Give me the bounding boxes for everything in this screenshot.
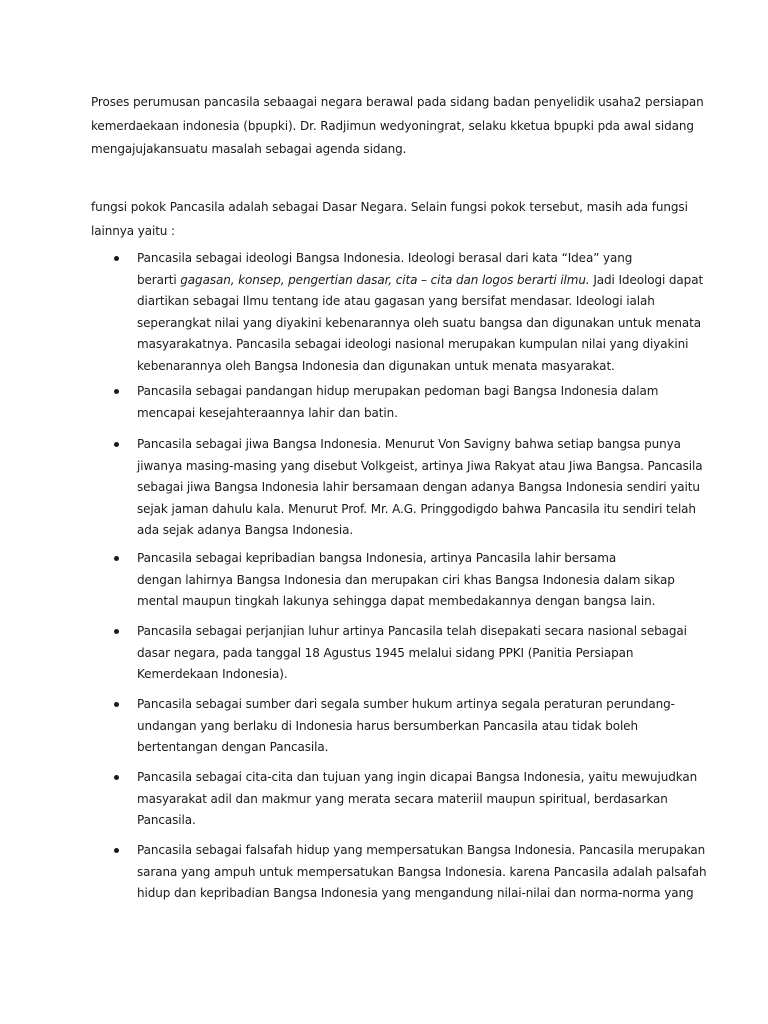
list-item-line: mental maupun tingkah lakunya sehingga dapat membedakannya dengan bangsa lain. (137, 594, 656, 608)
list-item-line: undangan yang berlaku di Indonesia harus bersumberkan Pancasila atau tidak boleh (137, 718, 638, 733)
bullet-icon (114, 848, 119, 853)
list-item-line: Pancasila. (137, 813, 196, 827)
list-item-text (137, 694, 677, 759)
list-item-line: dengan lahirnya Bangsa Indonesia dan merupakan ciri khas Bangsa Indonesia dalam sikap (137, 572, 675, 587)
list-item-line: seperangkat nilai yang diyakini kebenarannya oleh suatu bangsa dan digunakan untuk menata (137, 315, 702, 330)
list-item-line: diartikan sebagai Ilmu tentang ide atau gagasan yang bersifat mendasar. Ideologi ialah (137, 294, 655, 308)
intro-line: kemerdaekaan indonesia (bpupki). Dr. Radjimun wedyoningrat, selaku kketua bpupki pda awal sidang (91, 118, 694, 133)
list-item-line: bertentangan dengan Pancasila. (137, 740, 329, 754)
list-item-text (137, 767, 698, 832)
intro-line: mengajujakansuatu masalah sebagai agenda sidang. (91, 142, 407, 156)
list-item-line: sejak jaman dahulu kala. Menurut Prof. Mr. A.G. Pringgodigdo bahwa Pancasila itu sendiri telah (137, 501, 696, 516)
list-item-line: masyarakatnya. Pancasila sebagai ideologi nasional merupakan kumpulan nilai yang diyakini (137, 337, 689, 351)
text-run: berarti (137, 272, 181, 287)
bullet-icon (114, 702, 119, 707)
list-item-line: Pancasila sebagai pandangan hidup merupakan pedoman bagi Bangsa Indonesia dalam (137, 384, 659, 398)
list-item-line: mencapai kesejahteraannya lahir dan batin. (137, 405, 398, 420)
bullet-icon (114, 389, 119, 394)
list-item-line: masyarakat adil dan makmur yang merata secara materiil maupun spiritual, berdasarkan (137, 791, 668, 806)
list-item-line: Pancasila sebagai kepribadian bangsa Indonesia, artinya Pancasila lahir bersama (137, 551, 617, 565)
list-item-line: jiwanya masing-masing yang disebut Volkgeist, artinya Jiwa Rakyat atau Jiwa Bangsa. Pancasila (137, 458, 703, 473)
list-item-text (137, 434, 703, 542)
list-item-line: sebagai jiwa Bangsa Indonesia lahir bersamaan dengan adanya Bangsa Indonesia sendiri yaitu (137, 480, 700, 494)
list-item-line: Kemerdekaan Indonesia). (137, 667, 288, 681)
list-item-line: sarana yang ampuh untuk mempersatukan Bangsa Indonesia. karena Pancasila adalah palsafah (137, 864, 707, 879)
list-item-line: ada sejak adanya Bangsa Indonesia. (137, 523, 354, 537)
lead-line: fungsi pokok Pancasila adalah sebagai Dasar Negara. Selain fungsi pokok tersebut, masih ada fungsi (91, 200, 688, 214)
list-item-line: Pancasila sebagai ideologi Bangsa Indonesia. Ideologi berasal dari kata “Idea” yang (137, 251, 633, 265)
bullet-icon (114, 775, 119, 780)
list-item-line: Pancasila sebagai perjanjian luhur artinya Pancasila telah disepakati secara nasional sebagai (137, 624, 687, 638)
list-item-text (137, 248, 704, 377)
list-item-line: hidup dan kepribadian Bangsa Indonesia yang mengandung nilai-nilai dan norma-norma yang (137, 886, 694, 900)
list-item-line: kebenarannya oleh Bangsa Indonesia dan digunakan untuk menata masyarakat. (137, 358, 615, 373)
list-item-text (137, 381, 677, 424)
list-item-line: Pancasila sebagai cita-cita dan tujuan yang ingin dicapai Bangsa Indonesia, yaitu mewujudkan (137, 770, 698, 784)
italic-text: gagasan, konsep, pengertian dasar, cita – cita dan logos berarti ilmu. (180, 272, 590, 287)
list-item-text (137, 840, 707, 905)
list-item-line: Pancasila sebagai sumber dari segala sumber hukum artinya segala peraturan perundang- (137, 697, 675, 711)
lead-paragraph (91, 196, 688, 243)
bullet-icon (114, 256, 119, 261)
list-item-line: Pancasila sebagai falsafah hidup yang mempersatukan Bangsa Indonesia. Pancasila merupakan (137, 843, 706, 857)
intro-line: Proses perumusan pancasila sebaagai negara berawal pada sidang badan penyelidik usaha2 persiapan (91, 95, 704, 109)
text-run: Jadi Ideologi dapat (589, 272, 704, 287)
list-item-line: Pancasila sebagai jiwa Bangsa Indonesia. Menurut Von Savigny bahwa setiap bangsa punya (137, 437, 681, 451)
bullet-icon (114, 442, 119, 447)
bullet-icon (114, 556, 119, 561)
list-item-line (137, 270, 704, 292)
list-item-line: dasar negara, pada tanggal 18 Agustus 1945 melalui sidang PPKI (Panitia Persiapan (137, 645, 634, 660)
intro-paragraph (91, 91, 704, 162)
bullet-icon (114, 629, 119, 634)
lead-line: lainnya yaitu : (91, 223, 175, 238)
list-item-text (137, 548, 677, 613)
list-item-text (137, 621, 687, 686)
